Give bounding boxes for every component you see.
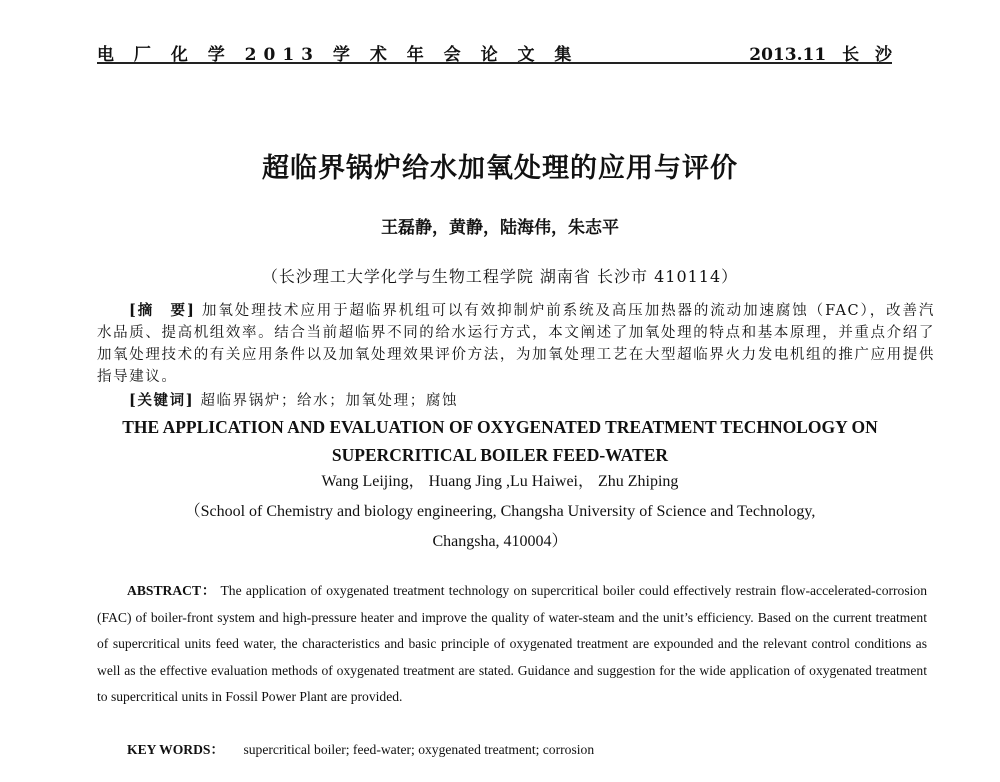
abstract-cn: [97, 300, 935, 388]
abstract-cn-text: 加氧处理技术应用于超临界机组可以有效抑制炉前系统及高压加热器的流动加速腐蚀（FAC），改善汽水品质、提高机组效率。结合当前超临界不同的给水运行方式，本文阐述了加氧处理的特点和基本原理，并重点介绍了加氧处理技术的有关应用条件以及加氧处理效果评价方法，为加氧处理工艺在大型超临界火力发电机组的推广应用提供指导建议。: [97, 303, 935, 385]
keywords-en: [127, 738, 594, 758]
authors-cn: 王磊静，黄静，陆海伟，朱志平: [381, 218, 619, 238]
abstract-cn-label: [摘 要]: [129, 302, 196, 319]
keywords-cn-label: [关键词]: [129, 392, 195, 409]
paper-title-en-line1: THE APPLICATION AND EVALUATION OF OXYGENATED TREATMENT TECHNOLOGY ON: [122, 417, 878, 437]
keywords-cn: [129, 389, 458, 410]
abstract-en-label: ABSTRACT：: [127, 583, 217, 598]
paper-title-cn: 超临界锅炉给水加氧处理的应用与评价: [262, 153, 738, 184]
affiliation-cn: （长沙理工大学化学与生物工程学院 湖南省 长沙市 410114）: [261, 267, 739, 286]
paper-title-en-line2: SUPERCRITICAL BOILER FEED-WATER: [331, 445, 669, 465]
running-header: [97, 36, 892, 64]
keywords-cn-text: 超临界锅炉；给水；加氧处理；腐蚀: [200, 393, 459, 409]
abstract-en-text: The application of oxygenated treatment technology on supercritical boiler could effectively restrain flow-accelerated-corrosion (FAC) of boiler-front system and high-pressure heater and improve the quality of water-steam and the unit’s efficiency. Based on the current treatment of supercritical units feed water, the characteristics and basic principle of oxygenated treatment are expounded and the relevant control conditions as well as the effective evaluation methods of oxygenated treatment are stated. Guidance and suggestion for the wide application of oxygenated treatment to supercritical units in Fossil Power Plant are provided.: [97, 583, 928, 705]
affiliation-en-line1: （School of Chemistry and biology engineering, Changsha University of Science and Technology,: [184, 503, 816, 520]
proceedings-title: 电 厂 化 学 2013 学 术 年 会 论 文 集: [97, 45, 579, 65]
abstract-en: [97, 578, 927, 711]
date-location: 2013.11 长 沙: [749, 45, 892, 65]
authors-en: Wang Leijing， Huang Jing ,Lu Haiwei， Zhu Zhiping: [321, 473, 679, 490]
keywords-en-label: KEY WORDS：: [127, 742, 225, 757]
paper-title-en: [0, 413, 1000, 469]
affiliation-en: [0, 497, 1000, 557]
affiliation-en-line2: Changsha, 410004）: [432, 533, 568, 550]
keywords-en-text: supercritical boiler; feed-water; oxygenated treatment; corrosion: [243, 742, 595, 757]
